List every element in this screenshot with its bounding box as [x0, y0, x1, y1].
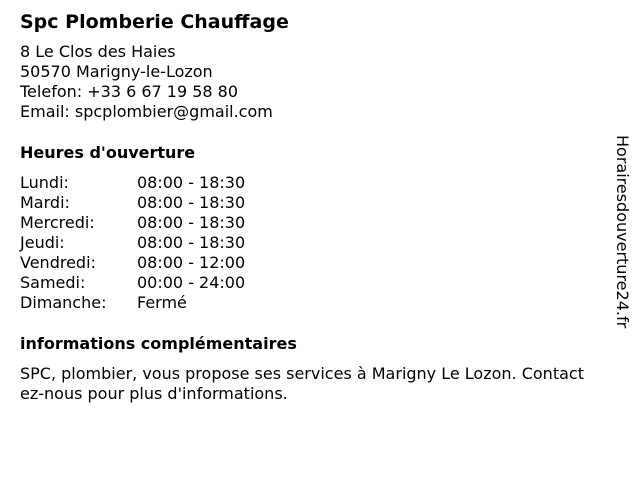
hours-row-mercredi: [20, 213, 590, 233]
email-address: Email: spcplombier@gmail.com: [20, 102, 273, 121]
hours-day: Vendredi:: [20, 253, 96, 272]
hours-row-mardi: [20, 193, 590, 213]
hours-row-jeudi: [20, 233, 590, 253]
hours-row-samedi: [20, 273, 590, 293]
hours-day: Samedi:: [20, 273, 86, 292]
address-street: 8 Le Clos des Haies: [20, 42, 176, 61]
hours-time: 08:00 - 18:30: [137, 213, 246, 232]
additional-info-heading: informations complémentaires: [20, 334, 297, 353]
hours-day: Dimanche:: [20, 293, 107, 312]
hours-day: Mercredi:: [20, 213, 95, 232]
opening-hours-heading: Heures d'ouverture: [20, 143, 196, 162]
hours-row-dimanche: [20, 293, 590, 313]
hours-row-vendredi: [20, 253, 590, 273]
address-city: 50570 Marigny-le-Lozon: [20, 62, 213, 81]
hours-time: 08:00 - 18:30: [137, 233, 246, 252]
hours-time: 08:00 - 18:30: [137, 193, 246, 212]
business-name: Spc Plomberie Chauffage: [20, 11, 289, 33]
hours-time: 08:00 - 18:30: [137, 173, 246, 192]
hours-row-lundi: [20, 173, 590, 193]
hours-time: Fermé: [137, 293, 187, 312]
hours-day: Jeudi:: [20, 233, 65, 252]
opening-hours-table: [20, 173, 590, 313]
hours-day: Lundi:: [20, 173, 69, 192]
site-watermark: Horairesdouverture24.fr: [613, 135, 632, 329]
phone-number: Telefon: +33 6 67 19 58 80: [20, 82, 239, 101]
additional-info-text: SPC, plombier, vous propose ses services à Marigny Le Lozon. Contactez-nous pour plus d'informations.: [20, 364, 584, 403]
hours-day: Mardi:: [20, 193, 70, 212]
business-card: [20, 10, 590, 404]
hours-time: 00:00 - 24:00: [137, 273, 246, 292]
hours-time: 08:00 - 12:00: [137, 253, 246, 272]
